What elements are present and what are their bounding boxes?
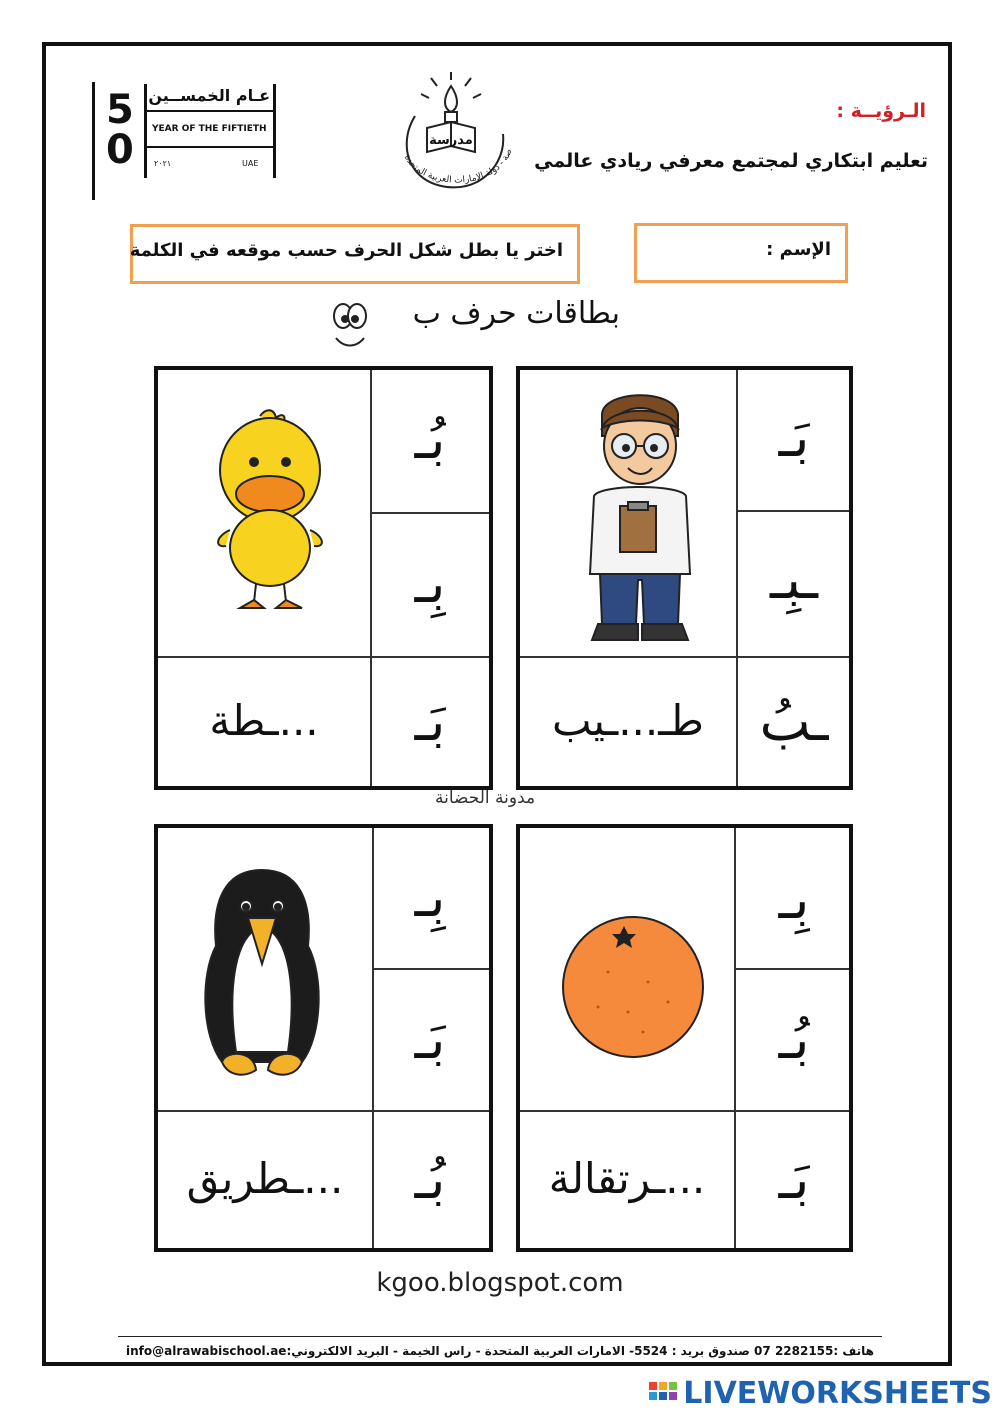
liveworksheets-logo-icon bbox=[649, 1382, 677, 1408]
option-letter[interactable]: بَـ bbox=[778, 406, 810, 469]
word-with-blank: ...ـرتقالة bbox=[548, 1154, 706, 1203]
option-letter[interactable]: بَـ bbox=[414, 690, 446, 753]
name-field-label: الإسم : bbox=[766, 239, 831, 260]
option-letter[interactable]: بُـ bbox=[414, 408, 446, 471]
option-letter[interactable]: بِـ bbox=[778, 868, 810, 931]
title-text: بطاقات حرف ب bbox=[412, 296, 620, 331]
school-logo-label: مدرسة bbox=[429, 133, 473, 148]
option-letter[interactable]: ـبُ bbox=[759, 690, 829, 753]
card-doctor bbox=[516, 366, 853, 790]
logo-digit-five: 5 bbox=[106, 87, 134, 133]
word-with-blank: ...ـطة bbox=[209, 696, 319, 745]
worksheet-title bbox=[330, 296, 620, 356]
liveworksheets-text: LIVEWORKSHEETS bbox=[683, 1376, 992, 1411]
footer-contact: هاتف :2282155 07 صندوق بريد : 5524- الامارات العربية المتحدة - راس الخيمة - البريد الالكتروني:info@alrawabischool.ae bbox=[126, 1344, 874, 1358]
vision-label: الـرؤيــة : bbox=[836, 100, 926, 122]
name-field[interactable] bbox=[634, 223, 848, 283]
logo-arabic-title: عـام الخمســين bbox=[148, 86, 270, 105]
logo-english-title: YEAR OF THE FIFTIETH bbox=[152, 124, 267, 134]
doctor-icon bbox=[580, 384, 700, 650]
instruction-box bbox=[130, 224, 580, 284]
school-logo-ring-text: صة - دولة الإمارات العربية المتحدة bbox=[402, 147, 515, 186]
option-letter[interactable]: ـبِـ bbox=[770, 548, 818, 611]
orange-icon bbox=[558, 912, 708, 1062]
cartoon-face-icon bbox=[330, 298, 370, 356]
logo-digit-zero: 0 bbox=[106, 127, 134, 173]
word-with-blank: ...ـطريق bbox=[186, 1154, 344, 1203]
card-orange bbox=[516, 824, 853, 1252]
option-letter[interactable]: بَـ bbox=[778, 1148, 810, 1211]
watermark: مدونة الحضانة bbox=[435, 788, 536, 808]
option-letter[interactable]: بَـ bbox=[414, 1008, 446, 1071]
instruction-text: اختر يا بطل شكل الحرف حسب موقعه في الكلمة bbox=[129, 240, 563, 261]
option-letter[interactable]: بُـ bbox=[778, 1008, 810, 1071]
vision-text: تعليم ابتكاري لمجتمع معرفي ريادي عالمي bbox=[534, 150, 928, 172]
footer-divider bbox=[118, 1336, 882, 1337]
logo-small-right: UAE bbox=[242, 159, 259, 168]
website-link[interactable]: kgoo.blogspot.com bbox=[376, 1268, 624, 1298]
word-with-blank: طـ...ـيب bbox=[551, 696, 704, 745]
option-letter[interactable]: بِـ bbox=[414, 866, 446, 929]
card-duck bbox=[154, 366, 493, 790]
year-of-fiftieth-logo bbox=[92, 82, 282, 200]
liveworksheets-brand[interactable] bbox=[683, 1376, 992, 1411]
option-letter[interactable]: بُـ bbox=[414, 1148, 446, 1211]
school-crest-icon bbox=[385, 72, 535, 202]
duck-icon bbox=[210, 408, 330, 618]
logo-small-left: ٢٠٢١ bbox=[154, 159, 172, 168]
card-penguin bbox=[154, 824, 493, 1252]
school-logo bbox=[385, 72, 535, 202]
option-letter[interactable]: بِـ bbox=[414, 552, 446, 615]
penguin-icon bbox=[192, 866, 332, 1096]
